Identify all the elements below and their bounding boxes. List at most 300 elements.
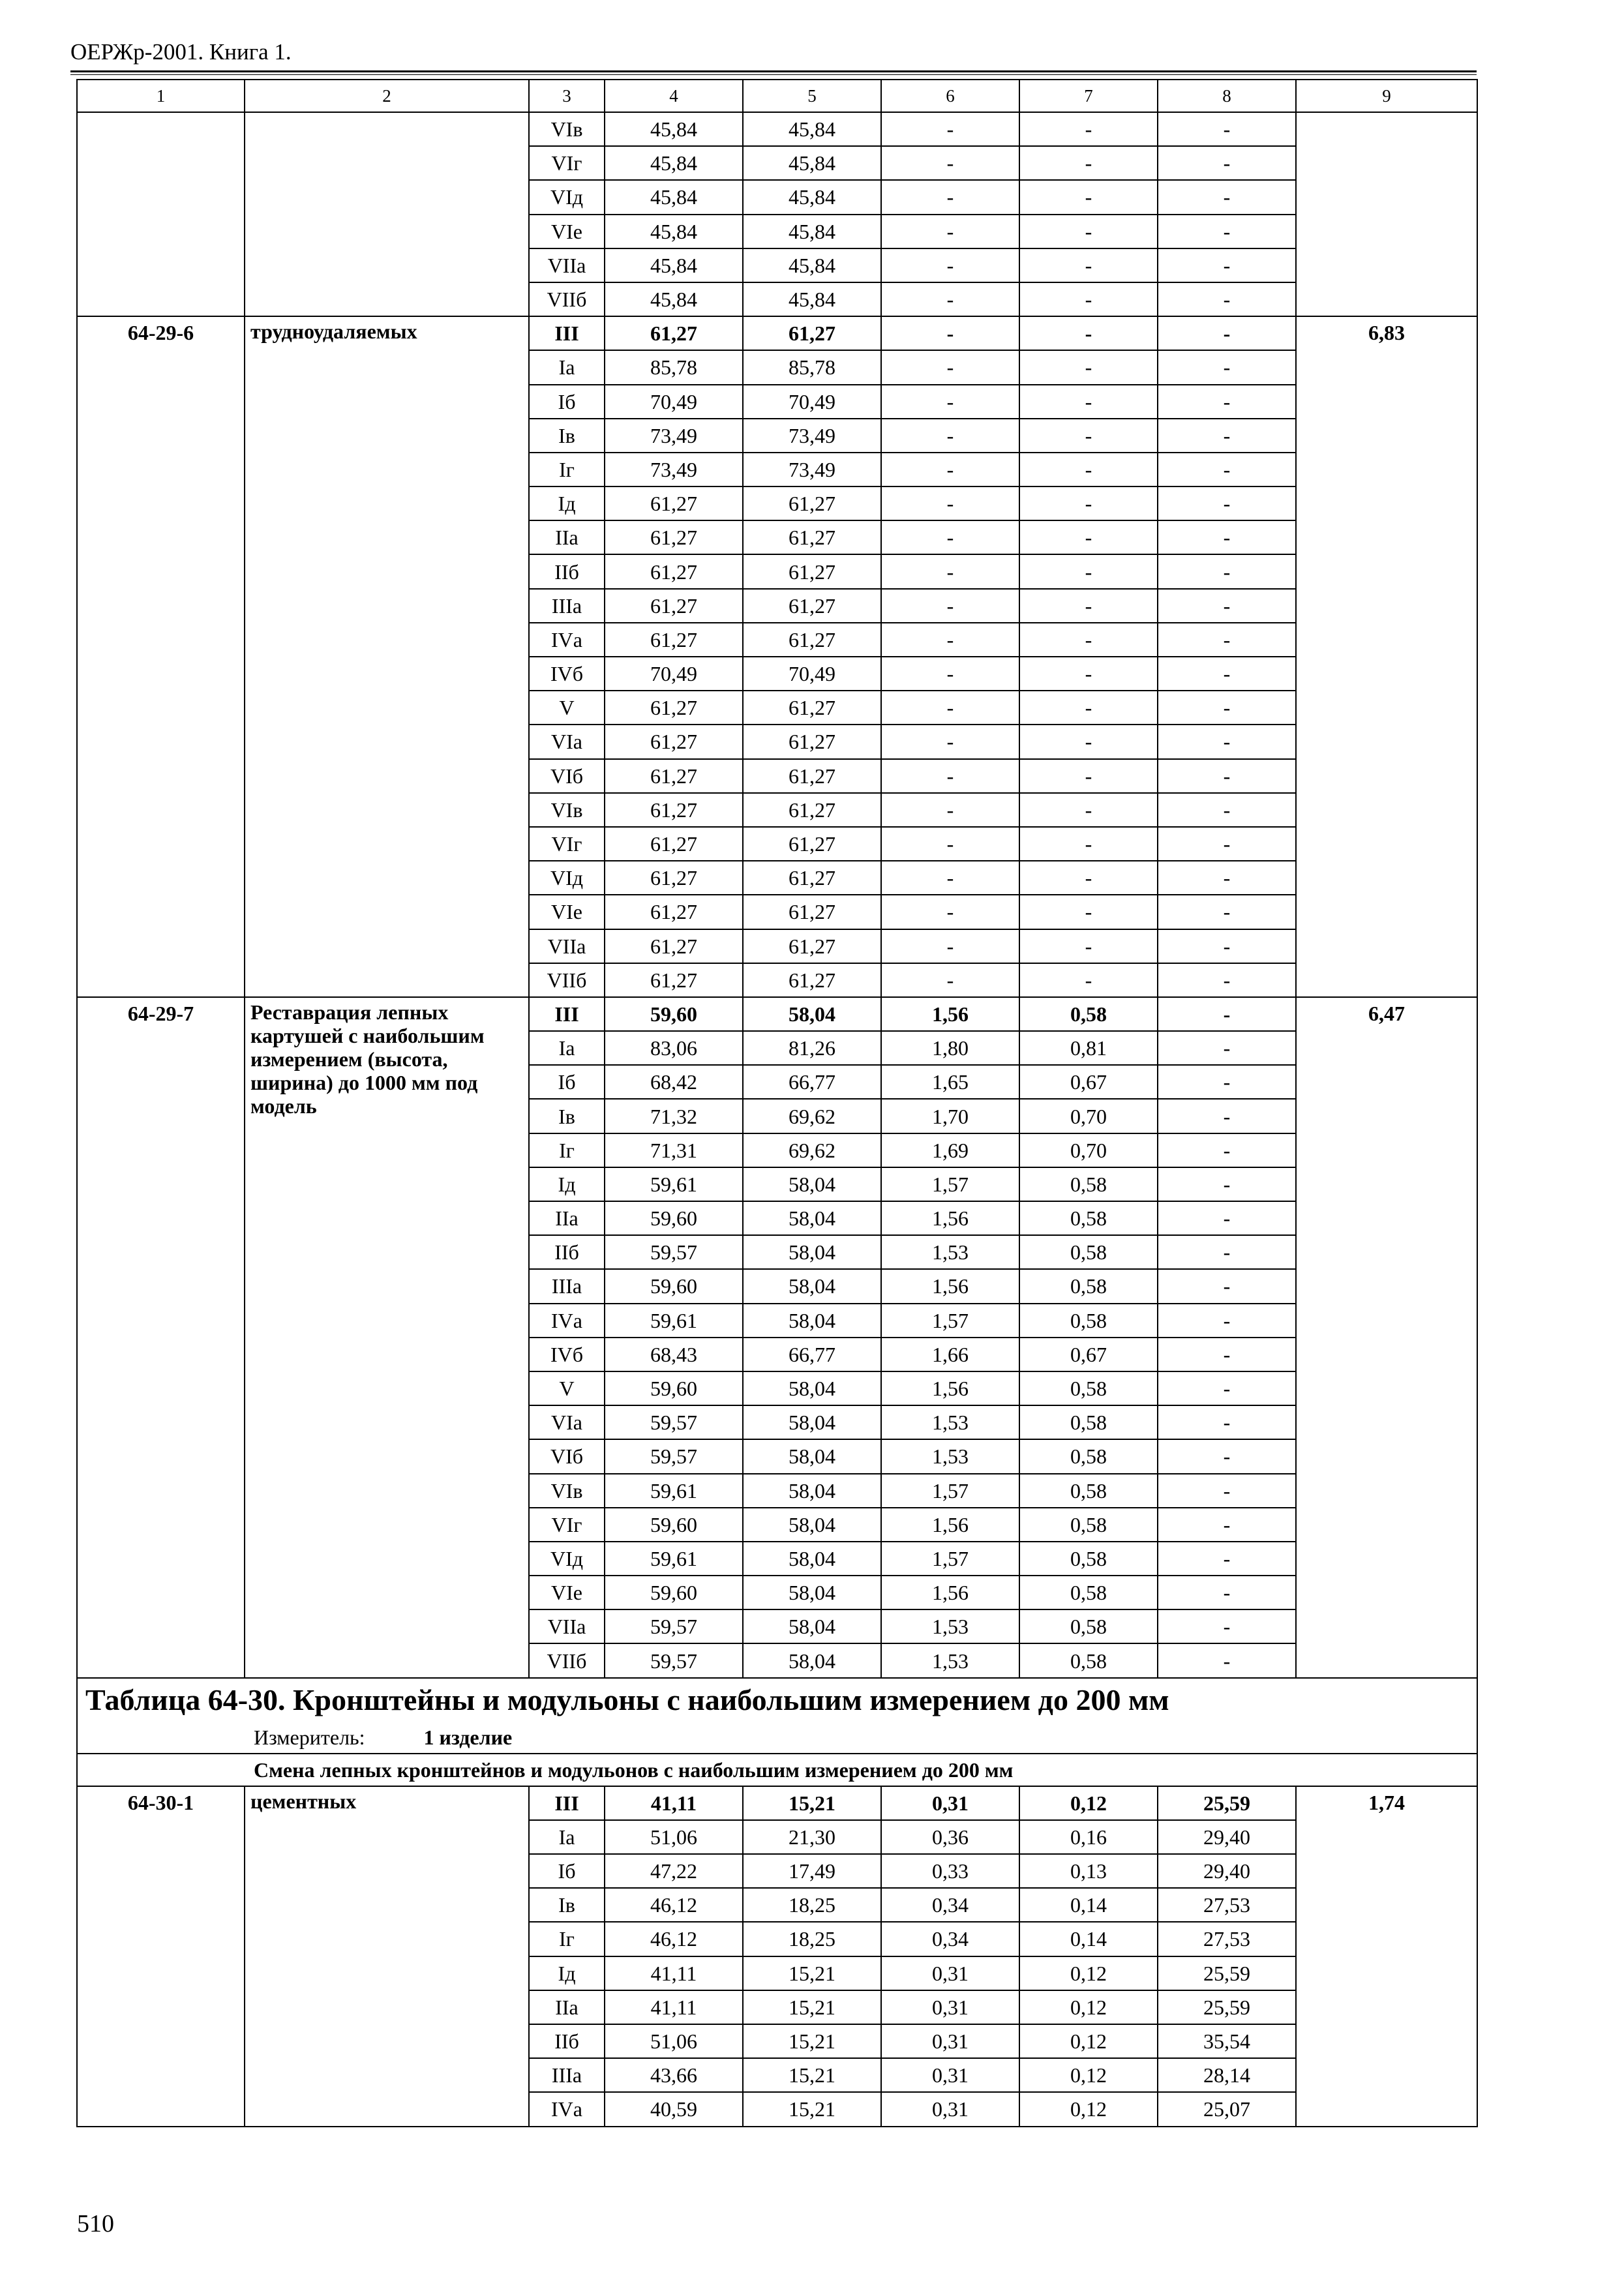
value-cell: 58,04 bbox=[743, 1474, 881, 1508]
value-cell: - bbox=[1019, 520, 1158, 554]
value-cell: 1,53 bbox=[881, 1235, 1019, 1269]
value-cell: 61,27 bbox=[605, 554, 743, 588]
value-cell: 47,22 bbox=[605, 1854, 743, 1888]
value-cell: 0,58 bbox=[1019, 1576, 1158, 1609]
value-cell: - bbox=[1158, 1133, 1296, 1167]
value-cell: - bbox=[1158, 1065, 1296, 1099]
value-cell: 25,59 bbox=[1158, 1990, 1296, 2024]
value-cell: - bbox=[881, 385, 1019, 419]
value-cell: VIг bbox=[529, 827, 605, 861]
value-cell: 0,58 bbox=[1019, 1439, 1158, 1473]
value-cell: 85,78 bbox=[743, 350, 881, 384]
norm-name: Реставрация лепных картушей с наибольшим измерением (высота, ширина) до 1000 мм под модель bbox=[245, 997, 529, 1678]
value-cell: - bbox=[1158, 623, 1296, 657]
value-cell: 43,66 bbox=[605, 2058, 743, 2092]
value-cell: 0,58 bbox=[1019, 1371, 1158, 1405]
value-cell: - bbox=[881, 657, 1019, 691]
value-cell: 15,21 bbox=[743, 1786, 881, 1820]
value-cell: 27,53 bbox=[1158, 1888, 1296, 1922]
value-cell: VIг bbox=[529, 1508, 605, 1542]
value-cell: - bbox=[881, 623, 1019, 657]
table-row bbox=[77, 112, 1477, 146]
column-number: 5 bbox=[743, 80, 881, 112]
value-cell: 61,27 bbox=[605, 691, 743, 725]
value-cell: 25,59 bbox=[1158, 1956, 1296, 1990]
value-cell: VIб bbox=[529, 1439, 605, 1473]
rate-cell bbox=[1296, 112, 1477, 316]
value-cell: Iв bbox=[529, 419, 605, 453]
value-cell: 45,84 bbox=[743, 180, 881, 214]
value-cell: - bbox=[1158, 350, 1296, 384]
value-cell: - bbox=[1158, 895, 1296, 929]
meter-cell bbox=[77, 1722, 1477, 1754]
value-cell: 0,58 bbox=[1019, 1405, 1158, 1439]
value-cell: 61,27 bbox=[743, 486, 881, 520]
value-cell: 85,78 bbox=[605, 350, 743, 384]
column-number: 2 bbox=[245, 80, 529, 112]
value-cell: 15,21 bbox=[743, 2058, 881, 2092]
value-cell: 0,58 bbox=[1019, 997, 1158, 1031]
value-cell: VIв bbox=[529, 1474, 605, 1508]
value-cell: 0,12 bbox=[1019, 2092, 1158, 2126]
value-cell: 29,40 bbox=[1158, 1820, 1296, 1854]
value-cell: 0,67 bbox=[1019, 1065, 1158, 1099]
value-cell: 0,67 bbox=[1019, 1338, 1158, 1371]
value-cell: - bbox=[1019, 759, 1158, 793]
norm-code: 64-30-1 bbox=[77, 1786, 245, 2127]
value-cell: 61,27 bbox=[743, 895, 881, 929]
value-cell: - bbox=[881, 419, 1019, 453]
value-cell: 0,14 bbox=[1019, 1922, 1158, 1956]
value-cell: - bbox=[881, 861, 1019, 895]
column-number: 7 bbox=[1019, 80, 1158, 112]
value-cell: 1,56 bbox=[881, 1201, 1019, 1235]
value-cell: 1,53 bbox=[881, 1405, 1019, 1439]
value-cell: 59,60 bbox=[605, 1201, 743, 1235]
section-title-row bbox=[77, 1678, 1477, 1722]
value-cell: - bbox=[1158, 520, 1296, 554]
running-header: ОЕРЖр-2001. Книга 1. bbox=[70, 39, 292, 65]
value-cell: 68,42 bbox=[605, 1065, 743, 1099]
value-cell: 27,53 bbox=[1158, 1922, 1296, 1956]
value-cell: 61,27 bbox=[605, 895, 743, 929]
value-cell: - bbox=[1019, 793, 1158, 827]
value-cell: 45,84 bbox=[743, 146, 881, 180]
value-cell: - bbox=[1019, 419, 1158, 453]
column-number: 4 bbox=[605, 80, 743, 112]
value-cell: - bbox=[881, 929, 1019, 963]
value-cell: 61,27 bbox=[605, 759, 743, 793]
value-cell: - bbox=[1158, 997, 1296, 1031]
value-cell: 46,12 bbox=[605, 1888, 743, 1922]
column-number: 6 bbox=[881, 80, 1019, 112]
value-cell: 45,84 bbox=[743, 215, 881, 248]
value-cell: - bbox=[1158, 1576, 1296, 1609]
value-cell: - bbox=[1158, 1405, 1296, 1439]
value-cell: 59,57 bbox=[605, 1643, 743, 1677]
value-cell: - bbox=[1019, 657, 1158, 691]
value-cell: Iб bbox=[529, 1065, 605, 1099]
value-cell: 45,84 bbox=[743, 112, 881, 146]
value-cell: 58,04 bbox=[743, 1405, 881, 1439]
norm-name: трудноудаляемых bbox=[245, 316, 529, 997]
rates-table bbox=[76, 79, 1478, 2127]
table-row bbox=[77, 997, 1477, 1031]
value-cell: IVа bbox=[529, 623, 605, 657]
value-cell: 1,56 bbox=[881, 1269, 1019, 1303]
norm-code: 64-29-7 bbox=[77, 997, 245, 1678]
value-cell: - bbox=[1019, 589, 1158, 623]
value-cell: 61,27 bbox=[743, 963, 881, 997]
value-cell: Iв bbox=[529, 1099, 605, 1133]
value-cell: - bbox=[881, 146, 1019, 180]
value-cell: - bbox=[1019, 350, 1158, 384]
value-cell: III bbox=[529, 1786, 605, 1820]
value-cell: - bbox=[881, 215, 1019, 248]
value-cell: 81,26 bbox=[743, 1031, 881, 1065]
value-cell: 0,12 bbox=[1019, 1956, 1158, 1990]
value-cell: VIе bbox=[529, 895, 605, 929]
value-cell: 28,14 bbox=[1158, 2058, 1296, 2092]
value-cell: Iд bbox=[529, 1956, 605, 1990]
value-cell: 0,13 bbox=[1019, 1854, 1158, 1888]
value-cell: - bbox=[881, 520, 1019, 554]
value-cell: - bbox=[1158, 248, 1296, 282]
value-cell: Iд bbox=[529, 486, 605, 520]
column-number-row bbox=[77, 80, 1477, 112]
value-cell: 1,69 bbox=[881, 1133, 1019, 1167]
column-number: 9 bbox=[1296, 80, 1477, 112]
value-cell: 61,27 bbox=[605, 963, 743, 997]
value-cell: 59,61 bbox=[605, 1304, 743, 1338]
header-rule bbox=[70, 70, 1477, 72]
value-cell: 29,40 bbox=[1158, 1854, 1296, 1888]
value-cell: - bbox=[881, 453, 1019, 486]
value-cell: 66,77 bbox=[743, 1065, 881, 1099]
value-cell: - bbox=[1019, 963, 1158, 997]
value-cell: 1,53 bbox=[881, 1643, 1019, 1677]
value-cell: 1,57 bbox=[881, 1304, 1019, 1338]
value-cell: - bbox=[1158, 1542, 1296, 1576]
value-cell: 0,34 bbox=[881, 1888, 1019, 1922]
value-cell: 61,27 bbox=[605, 589, 743, 623]
value-cell: 1,57 bbox=[881, 1167, 1019, 1201]
value-cell: - bbox=[1158, 725, 1296, 758]
value-cell: 59,60 bbox=[605, 1269, 743, 1303]
value-cell: 58,04 bbox=[743, 1508, 881, 1542]
value-cell: - bbox=[1158, 1167, 1296, 1201]
value-cell: 59,60 bbox=[605, 1508, 743, 1542]
value-cell: 61,27 bbox=[743, 827, 881, 861]
value-cell: III bbox=[529, 997, 605, 1031]
value-cell: 61,27 bbox=[743, 520, 881, 554]
value-cell: 70,49 bbox=[743, 385, 881, 419]
value-cell: 35,54 bbox=[1158, 2024, 1296, 2058]
value-cell: 59,60 bbox=[605, 1371, 743, 1405]
value-cell: 61,27 bbox=[605, 793, 743, 827]
value-cell: - bbox=[1158, 793, 1296, 827]
value-cell: 69,62 bbox=[743, 1099, 881, 1133]
value-cell: 61,27 bbox=[605, 827, 743, 861]
value-cell: 1,57 bbox=[881, 1542, 1019, 1576]
value-cell: 61,27 bbox=[743, 691, 881, 725]
value-cell: 0,14 bbox=[1019, 1888, 1158, 1922]
value-cell: 69,62 bbox=[743, 1133, 881, 1167]
value-cell: - bbox=[1019, 316, 1158, 350]
value-cell: 61,27 bbox=[605, 623, 743, 657]
value-cell: 61,27 bbox=[743, 589, 881, 623]
value-cell: Iг bbox=[529, 1922, 605, 1956]
value-cell: 58,04 bbox=[743, 1609, 881, 1643]
value-cell: 61,27 bbox=[743, 725, 881, 758]
value-cell: 1,53 bbox=[881, 1609, 1019, 1643]
value-cell: - bbox=[1158, 929, 1296, 963]
value-cell: Iг bbox=[529, 453, 605, 486]
value-cell: 73,49 bbox=[605, 419, 743, 453]
value-cell: 70,49 bbox=[605, 657, 743, 691]
value-cell: IIIа bbox=[529, 1269, 605, 1303]
norm-rate: 6,83 bbox=[1296, 316, 1477, 997]
column-number: 1 bbox=[77, 80, 245, 112]
header-rule-thin bbox=[70, 74, 1477, 75]
value-cell: 61,27 bbox=[605, 725, 743, 758]
value-cell: 1,65 bbox=[881, 1065, 1019, 1099]
value-cell: 73,49 bbox=[743, 419, 881, 453]
value-cell: 0,12 bbox=[1019, 1990, 1158, 2024]
value-cell: - bbox=[1158, 1439, 1296, 1473]
value-cell: 25,07 bbox=[1158, 2092, 1296, 2126]
page-number: 510 bbox=[77, 2210, 114, 2237]
value-cell: 0,58 bbox=[1019, 1304, 1158, 1338]
value-cell: - bbox=[1158, 1099, 1296, 1133]
value-cell: 61,27 bbox=[743, 316, 881, 350]
value-cell: 59,57 bbox=[605, 1439, 743, 1473]
value-cell: - bbox=[1158, 759, 1296, 793]
value-cell: 40,59 bbox=[605, 2092, 743, 2126]
value-cell: - bbox=[881, 759, 1019, 793]
value-cell: 1,80 bbox=[881, 1031, 1019, 1065]
section-title: Таблица 64-30. Кронштейны и модульоны с наибольшим измерением до 200 мм bbox=[77, 1678, 1477, 1722]
value-cell: 18,25 bbox=[743, 1922, 881, 1956]
value-cell: 21,30 bbox=[743, 1820, 881, 1854]
value-cell: - bbox=[881, 827, 1019, 861]
value-cell: - bbox=[1158, 827, 1296, 861]
value-cell: IIа bbox=[529, 520, 605, 554]
value-cell: 1,66 bbox=[881, 1338, 1019, 1371]
value-cell: III bbox=[529, 316, 605, 350]
value-cell: 58,04 bbox=[743, 1304, 881, 1338]
value-cell: Iб bbox=[529, 1854, 605, 1888]
value-cell: VIд bbox=[529, 861, 605, 895]
value-cell: - bbox=[1019, 623, 1158, 657]
value-cell: VIв bbox=[529, 112, 605, 146]
value-cell: - bbox=[1158, 1235, 1296, 1269]
value-cell: - bbox=[881, 554, 1019, 588]
value-cell: - bbox=[1158, 963, 1296, 997]
value-cell: - bbox=[1158, 1031, 1296, 1065]
value-cell: 58,04 bbox=[743, 997, 881, 1031]
value-cell: 0,70 bbox=[1019, 1133, 1158, 1167]
value-cell: - bbox=[1019, 453, 1158, 486]
value-cell: - bbox=[1158, 1304, 1296, 1338]
value-cell: Iа bbox=[529, 1820, 605, 1854]
value-cell: - bbox=[1019, 282, 1158, 316]
value-cell: 0,12 bbox=[1019, 2058, 1158, 2092]
value-cell: 0,12 bbox=[1019, 1786, 1158, 1820]
value-cell: - bbox=[881, 316, 1019, 350]
value-cell: 45,84 bbox=[605, 282, 743, 316]
value-cell: 58,04 bbox=[743, 1643, 881, 1677]
value-cell: 70,49 bbox=[743, 657, 881, 691]
value-cell: IIб bbox=[529, 1235, 605, 1269]
code-cell bbox=[77, 112, 245, 316]
value-cell: 61,27 bbox=[605, 861, 743, 895]
value-cell: 25,59 bbox=[1158, 1786, 1296, 1820]
value-cell: - bbox=[1019, 486, 1158, 520]
norm-code: 64-29-6 bbox=[77, 316, 245, 997]
value-cell: 0,31 bbox=[881, 2024, 1019, 2058]
value-cell: 0,81 bbox=[1019, 1031, 1158, 1065]
value-cell: 59,57 bbox=[605, 1235, 743, 1269]
value-cell: 58,04 bbox=[743, 1576, 881, 1609]
value-cell: - bbox=[881, 963, 1019, 997]
value-cell: - bbox=[881, 248, 1019, 282]
value-cell: Iд bbox=[529, 1167, 605, 1201]
value-cell: - bbox=[1158, 1609, 1296, 1643]
value-cell: - bbox=[1158, 486, 1296, 520]
value-cell: - bbox=[1158, 589, 1296, 623]
meter-row bbox=[77, 1722, 1477, 1754]
value-cell: - bbox=[1019, 861, 1158, 895]
value-cell: - bbox=[881, 725, 1019, 758]
value-cell: - bbox=[1158, 1269, 1296, 1303]
value-cell: - bbox=[1019, 385, 1158, 419]
value-cell: 71,32 bbox=[605, 1099, 743, 1133]
value-cell: IIб bbox=[529, 554, 605, 588]
value-cell: - bbox=[1158, 453, 1296, 486]
value-cell: - bbox=[881, 793, 1019, 827]
value-cell: 0,36 bbox=[881, 1820, 1019, 1854]
value-cell: 41,11 bbox=[605, 1990, 743, 2024]
meter-label: Измеритель: bbox=[254, 1725, 365, 1749]
subsection-title: Смена лепных кронштейнов и модульонов с наибольшим измерением до 200 мм bbox=[77, 1754, 1477, 1786]
value-cell: - bbox=[1019, 827, 1158, 861]
value-cell: 0,58 bbox=[1019, 1201, 1158, 1235]
value-cell: - bbox=[1158, 691, 1296, 725]
value-cell: 1,57 bbox=[881, 1474, 1019, 1508]
value-cell: 70,49 bbox=[605, 385, 743, 419]
value-cell: 15,21 bbox=[743, 1990, 881, 2024]
value-cell: 61,27 bbox=[743, 759, 881, 793]
value-cell: 45,84 bbox=[605, 248, 743, 282]
value-cell: IIа bbox=[529, 1201, 605, 1235]
value-cell: 1,56 bbox=[881, 1371, 1019, 1405]
value-cell: 73,49 bbox=[605, 453, 743, 486]
value-cell: VIд bbox=[529, 180, 605, 214]
table-row bbox=[77, 1786, 1477, 1820]
value-cell: IVа bbox=[529, 1304, 605, 1338]
value-cell: 0,12 bbox=[1019, 2024, 1158, 2058]
value-cell: - bbox=[1158, 385, 1296, 419]
meter-value: 1 изделие bbox=[423, 1725, 513, 1749]
value-cell: - bbox=[1019, 146, 1158, 180]
value-cell: 0,34 bbox=[881, 1922, 1019, 1956]
value-cell: 1,53 bbox=[881, 1439, 1019, 1473]
value-cell: 59,60 bbox=[605, 1576, 743, 1609]
value-cell: - bbox=[881, 180, 1019, 214]
value-cell: VIIб bbox=[529, 282, 605, 316]
value-cell: 61,27 bbox=[743, 929, 881, 963]
value-cell: - bbox=[1158, 316, 1296, 350]
value-cell: - bbox=[1019, 554, 1158, 588]
value-cell: 58,04 bbox=[743, 1167, 881, 1201]
value-cell: IIб bbox=[529, 2024, 605, 2058]
value-cell: VIв bbox=[529, 793, 605, 827]
value-cell: 41,11 bbox=[605, 1786, 743, 1820]
value-cell: Iв bbox=[529, 1888, 605, 1922]
value-cell: - bbox=[881, 691, 1019, 725]
value-cell: 0,31 bbox=[881, 2058, 1019, 2092]
value-cell: Iа bbox=[529, 350, 605, 384]
value-cell: 0,16 bbox=[1019, 1820, 1158, 1854]
value-cell: 0,58 bbox=[1019, 1609, 1158, 1643]
value-cell: 0,58 bbox=[1019, 1235, 1158, 1269]
value-cell: 59,57 bbox=[605, 1609, 743, 1643]
value-cell: 1,56 bbox=[881, 997, 1019, 1031]
value-cell: 58,04 bbox=[743, 1201, 881, 1235]
value-cell: VIIа bbox=[529, 1609, 605, 1643]
value-cell: 58,04 bbox=[743, 1235, 881, 1269]
value-cell: - bbox=[1158, 282, 1296, 316]
value-cell: VIIб bbox=[529, 1643, 605, 1677]
value-cell: 15,21 bbox=[743, 2024, 881, 2058]
value-cell: - bbox=[1158, 1508, 1296, 1542]
value-cell: 45,84 bbox=[743, 282, 881, 316]
value-cell: - bbox=[881, 895, 1019, 929]
value-cell: VIIа bbox=[529, 929, 605, 963]
value-cell: - bbox=[1019, 725, 1158, 758]
value-cell: 45,84 bbox=[605, 180, 743, 214]
column-number: 8 bbox=[1158, 80, 1296, 112]
value-cell: 51,06 bbox=[605, 2024, 743, 2058]
value-cell: 58,04 bbox=[743, 1439, 881, 1473]
value-cell: V bbox=[529, 1371, 605, 1405]
value-cell: - bbox=[1158, 1338, 1296, 1371]
value-cell: Iб bbox=[529, 385, 605, 419]
value-cell: 59,61 bbox=[605, 1474, 743, 1508]
value-cell: VIг bbox=[529, 146, 605, 180]
value-cell: - bbox=[1158, 146, 1296, 180]
value-cell: Iа bbox=[529, 1031, 605, 1065]
value-cell: 15,21 bbox=[743, 1956, 881, 1990]
value-cell: - bbox=[1019, 691, 1158, 725]
name-cell bbox=[245, 112, 529, 316]
value-cell: - bbox=[1019, 215, 1158, 248]
value-cell: - bbox=[1019, 895, 1158, 929]
value-cell: - bbox=[1158, 419, 1296, 453]
value-cell: VIIб bbox=[529, 963, 605, 997]
value-cell: VIа bbox=[529, 1405, 605, 1439]
value-cell: - bbox=[1019, 180, 1158, 214]
value-cell: 1,56 bbox=[881, 1508, 1019, 1542]
value-cell: 45,84 bbox=[605, 215, 743, 248]
value-cell: IIIа bbox=[529, 2058, 605, 2092]
value-cell: 0,31 bbox=[881, 1786, 1019, 1820]
value-cell: 0,31 bbox=[881, 1956, 1019, 1990]
value-cell: - bbox=[881, 486, 1019, 520]
value-cell: 61,27 bbox=[605, 520, 743, 554]
value-cell: V bbox=[529, 691, 605, 725]
